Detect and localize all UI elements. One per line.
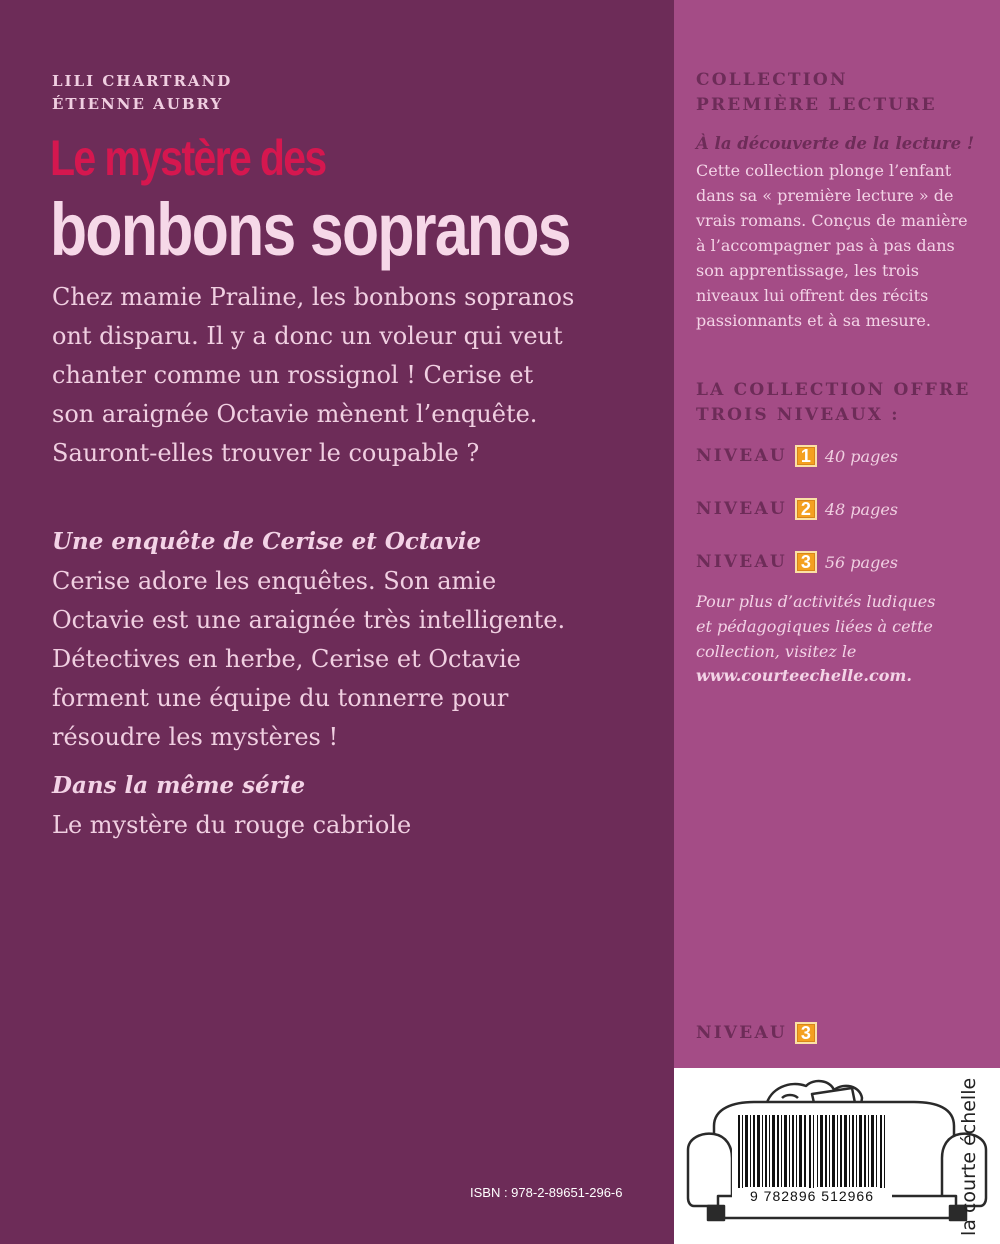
book-level-indicator <box>696 1019 817 1047</box>
author-name: LILI CHARTRAND <box>52 72 233 90</box>
book-title-line1: Le mystère des <box>50 130 326 186</box>
collection-desc-line: passionnants et à sa mesure. <box>696 311 931 330</box>
level-badge: 2 <box>795 498 817 520</box>
publisher-logo: la courte échelle <box>958 1077 980 1236</box>
collection-desc-line: son apprentissage, les trois <box>696 261 919 280</box>
book-title-line2: bonbons sopranos <box>50 188 570 271</box>
summary-blurb <box>52 278 652 473</box>
levels-heading <box>696 378 971 428</box>
level-pages: 40 pages <box>824 446 899 466</box>
level-label: NIVEAU <box>696 1023 787 1043</box>
series-line: Détectives en herbe, Cerise et Octavie <box>52 645 521 673</box>
level-pages: 48 pages <box>824 499 899 519</box>
blurb-line: Chez mamie Praline, les bonbons sopranos <box>52 283 575 311</box>
level-label: NIVEAU <box>696 446 787 466</box>
collection-desc-line: vrais romans. Conçus de manière <box>696 211 968 230</box>
barcode-digits: 9 782896 512966 <box>732 1188 892 1204</box>
collection-intro: À la découverte de la lecture ! <box>696 134 975 153</box>
collection-desc-line: à l’accompagner pas à pas dans <box>696 236 955 255</box>
blurb-line: Sauront-elles trouver le coupable ? <box>52 439 480 467</box>
collection-heading-line: COLLECTION <box>696 70 848 90</box>
series-description <box>52 562 652 757</box>
collection-desc-line: Cette collection plonge l’enfant <box>696 161 952 180</box>
level-row-3 <box>696 548 898 576</box>
series-line: Cerise adore les enquêtes. Son amie <box>52 567 497 595</box>
collection-desc-line: dans sa « première lecture » de <box>696 186 954 205</box>
collection-description <box>696 158 996 333</box>
blurb-line: chanter comme un rossignol ! Cerise et <box>52 361 534 389</box>
blurb-line: ont disparu. Il y a donc un voleur qui veut <box>52 322 563 350</box>
same-series-heading: Dans la même série <box>52 772 306 799</box>
levels-heading-line: LA COLLECTION OFFRE <box>696 380 971 400</box>
isbn: ISBN : 978-2-89651-296-6 <box>470 1185 623 1200</box>
levels-heading-line: TROIS NIVEAUX : <box>696 405 900 425</box>
level-row-2 <box>696 495 898 523</box>
level-badge: 3 <box>795 1022 817 1044</box>
series-line: forment une équipe du tonnerre pour <box>52 684 509 712</box>
promo-line: et pédagogiques liées à cette <box>696 617 933 636</box>
sofa-leg <box>708 1206 724 1220</box>
collection-desc-line: niveaux lui offrent des récits <box>696 286 929 305</box>
blurb-line: son araignée Octavie mènent l’enquête. <box>52 400 538 428</box>
collection-heading <box>696 68 937 118</box>
same-series-title: Le mystère du rouge cabriole <box>52 811 412 839</box>
level-badge: 3 <box>795 551 817 573</box>
level-label: NIVEAU <box>696 552 787 572</box>
level-badge: 1 <box>795 445 817 467</box>
series-line: Octavie est une araignée très intelligente. <box>52 606 566 634</box>
level-pages: 56 pages <box>824 552 899 572</box>
authors <box>52 70 232 116</box>
level-label: NIVEAU <box>696 499 787 519</box>
illustrator-name: ÉTIENNE AUBRY <box>52 95 224 113</box>
website-promo <box>696 589 996 664</box>
series-line: résoudre les mystères ! <box>52 723 339 751</box>
promo-line: collection, visitez le <box>696 642 857 661</box>
level-row-1 <box>696 442 898 470</box>
website-link[interactable]: www.courteechelle.com. <box>696 666 912 685</box>
series-heading: Une enquête de Cerise et Octavie <box>52 528 482 555</box>
promo-line: Pour plus d’activités ludiques <box>696 592 936 611</box>
collection-heading-line: PREMIÈRE LECTURE <box>696 95 937 115</box>
